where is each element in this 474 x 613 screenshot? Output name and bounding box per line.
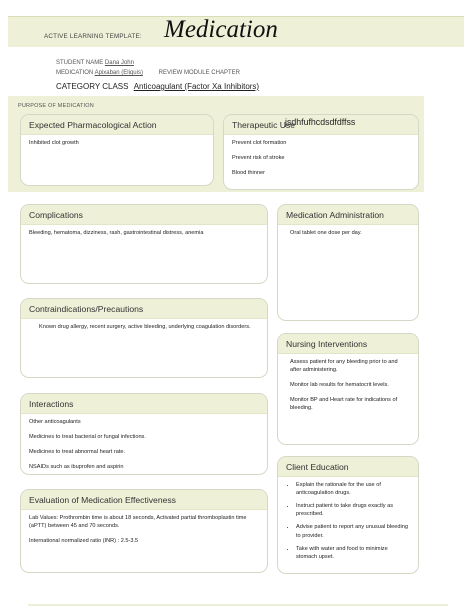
- interactions-line: Other anticoagulants: [29, 419, 81, 425]
- expected-action-box: [20, 114, 214, 186]
- nursing-interventions-title: Nursing Interventions: [278, 334, 418, 354]
- category-label: CATEGORY CLASS: [56, 82, 129, 91]
- client-education-box: [277, 456, 419, 574]
- interactions-title: Interactions: [21, 394, 267, 414]
- nursing-line: Assess patient for any bleeding prior to and after administering.: [290, 359, 398, 374]
- contraindications-line: Known drug allergy, recent surgery, active bleeding, underlying coagulation disorders.: [39, 324, 251, 330]
- client-education-list: [286, 481, 410, 561]
- evaluation-line: Lab Values: Prothrombin time is about 18 seconds, Activated partial thromboplastin time (aPTT) between 45 and 70 seconds.: [29, 515, 247, 530]
- client-education-title: Client Education: [278, 457, 418, 477]
- interactions-line: Medicines to treat bacterial or fungal infections.: [29, 434, 146, 441]
- interactions-body[interactable]: [21, 414, 267, 475]
- evaluation-line: International normalized ratio (INR) : 2.5-3.5: [29, 538, 139, 545]
- therapeutic-use-line: Prevent clot formation: [232, 140, 287, 146]
- medication-label: MEDICATION: [56, 70, 94, 76]
- evaluation-title: Evaluation of Medication Effectiveness: [21, 490, 267, 510]
- administration-title: Medication Administration: [278, 205, 418, 225]
- nursing-interventions-box: [277, 333, 419, 445]
- student-name-label: STUDENT NAME: [56, 60, 104, 66]
- complications-box: [20, 204, 268, 284]
- complications-line: Bleeding, hematoma, dizziness, rash, gastrointestinal distress, anemia: [29, 230, 204, 236]
- therapeutic-use-line: Blood thinner: [232, 170, 265, 177]
- education-item: • Take with water and food to minimize stomach upset.: [296, 545, 410, 561]
- complications-title: Complications: [21, 205, 267, 225]
- contraindications-body[interactable]: [21, 319, 267, 342]
- interactions-line: NSAIDs such as ibuprofen and aspirin: [29, 464, 124, 471]
- complications-body[interactable]: [21, 225, 267, 248]
- therapeutic-use-line: Prevent risk of stroke: [232, 155, 285, 162]
- nursing-interventions-body[interactable]: [278, 354, 418, 424]
- category-row: [56, 82, 259, 91]
- interactions-line: Medicines to treat abnormal heart rate.: [29, 449, 126, 456]
- client-education-body[interactable]: [278, 477, 418, 570]
- evaluation-body[interactable]: [21, 510, 267, 556]
- page-title: Medication: [164, 16, 278, 43]
- contraindications-title: Contraindications/Precautions: [21, 299, 267, 319]
- expected-action-line: Inhibited clot growth: [29, 140, 79, 146]
- nursing-line: Monitor BP and Heart rate for indications of bleeding.: [290, 397, 398, 412]
- student-name-value[interactable]: Dana John: [104, 60, 134, 66]
- expected-action-body[interactable]: [21, 135, 213, 158]
- purpose-label: PURPOSE OF MEDICATION: [18, 103, 94, 109]
- category-value[interactable]: Anticoagulant (Factor Xa Inhibitors): [133, 82, 260, 91]
- medication-row: [56, 70, 240, 76]
- review-module-label: REVIEW MODULE CHAPTER: [158, 70, 240, 76]
- student-name-row: [56, 60, 134, 66]
- therapeutic-use-body[interactable]: [224, 135, 418, 188]
- administration-box: [277, 204, 419, 321]
- interactions-box: [20, 393, 268, 475]
- therapeutic-use-title: Therapeutic Use: [224, 115, 418, 135]
- administration-line: Oral tablet one dose per day.: [290, 230, 362, 236]
- template-label: ACTIVE LEARNING TEMPLATE:: [44, 33, 142, 40]
- education-item: • Explain the rationale for the use of anticoagulation drugs.: [296, 481, 410, 497]
- nursing-line: Monitor lab results for hematocrit levels.: [290, 382, 389, 389]
- medication-value[interactable]: Apixaban (Eliquis): [94, 70, 143, 76]
- contraindications-box: [20, 298, 268, 378]
- education-item: • Instruct patient to take drugs exactly as prescribed.: [296, 502, 410, 518]
- footer-line: [28, 604, 448, 606]
- administration-body[interactable]: [278, 225, 418, 248]
- education-item: • Advise patient to report any unusual bleeding to provider.: [296, 523, 410, 539]
- overlay-text: jsdhfufhcdsdfdffss: [285, 117, 356, 127]
- expected-action-title: Expected Pharmacological Action: [21, 115, 213, 135]
- evaluation-box: [20, 489, 268, 573]
